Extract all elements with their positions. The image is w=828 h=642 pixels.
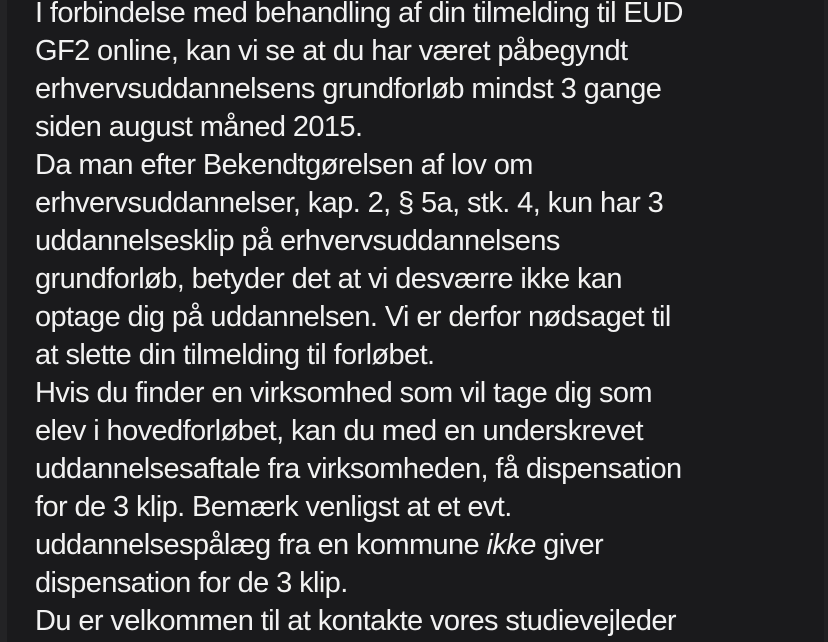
- text-segment: grundforløb, betyder det at vi desværre ikke kan: [35, 263, 622, 295]
- text-segment: optage dig på uddannelsen. Vi er derfor nødsaget til: [35, 301, 671, 333]
- text-segment: I forbindelse med behandling af din tilmelding til EUD: [35, 0, 683, 29]
- text-line: [35, 488, 800, 526]
- text-line: [35, 0, 800, 32]
- text-line: [35, 412, 800, 450]
- text-segment: uddannelsesaftale fra virksomheden, få dispensation: [35, 453, 682, 485]
- text-segment: Hvis du finder en virksomhed som vil tage dig som: [35, 377, 652, 409]
- text-line: [35, 526, 800, 564]
- text-line: [35, 336, 800, 374]
- emphasized-text: ikke: [486, 529, 536, 561]
- text-segment: Du er velkommen til at kontakte vores studievejleder: [35, 605, 676, 637]
- text-line: [35, 602, 800, 640]
- text-segment: siden august måned 2015.: [35, 111, 363, 143]
- text-line: [35, 564, 800, 602]
- text-line: [35, 146, 800, 184]
- text-segment: erhvervsuddannelsens grundforløb mindst 3 gange: [35, 73, 662, 105]
- text-segment: giver: [535, 529, 604, 561]
- text-segment: at slette din tilmelding til forløbet.: [35, 339, 435, 371]
- right-edge-strip: [824, 0, 828, 642]
- text-line: [35, 260, 800, 298]
- text-segment: uddannelsesklip på erhvervsuddannelsens: [35, 225, 560, 257]
- text-segment: dispensation for de 3 klip.: [35, 567, 348, 599]
- text-line: [35, 222, 800, 260]
- message-text: [35, 0, 800, 640]
- text-line: [35, 298, 800, 336]
- text-segment: GF2 online, kan vi se at du har været påbegyndt: [35, 35, 628, 67]
- text-segment: elev i hovedforløbet, kan du med en underskrevet: [35, 415, 643, 447]
- text-segment: erhvervsuddannelser, kap. 2, § 5a, stk. 4, kun har 3: [35, 187, 664, 219]
- text-line: [35, 70, 800, 108]
- text-line: [35, 108, 800, 146]
- text-line: [35, 374, 800, 412]
- text-line: [35, 450, 800, 488]
- text-segment: Da man efter Bekendtgørelsen af lov om: [35, 149, 533, 181]
- text-line: [35, 184, 800, 222]
- text-segment: uddannelsespålæg fra en kommune: [35, 529, 487, 561]
- text-segment: for de 3 klip. Bemærk venligst at et evt.: [35, 491, 512, 523]
- left-edge-strip: [0, 0, 7, 642]
- text-line: [35, 32, 800, 70]
